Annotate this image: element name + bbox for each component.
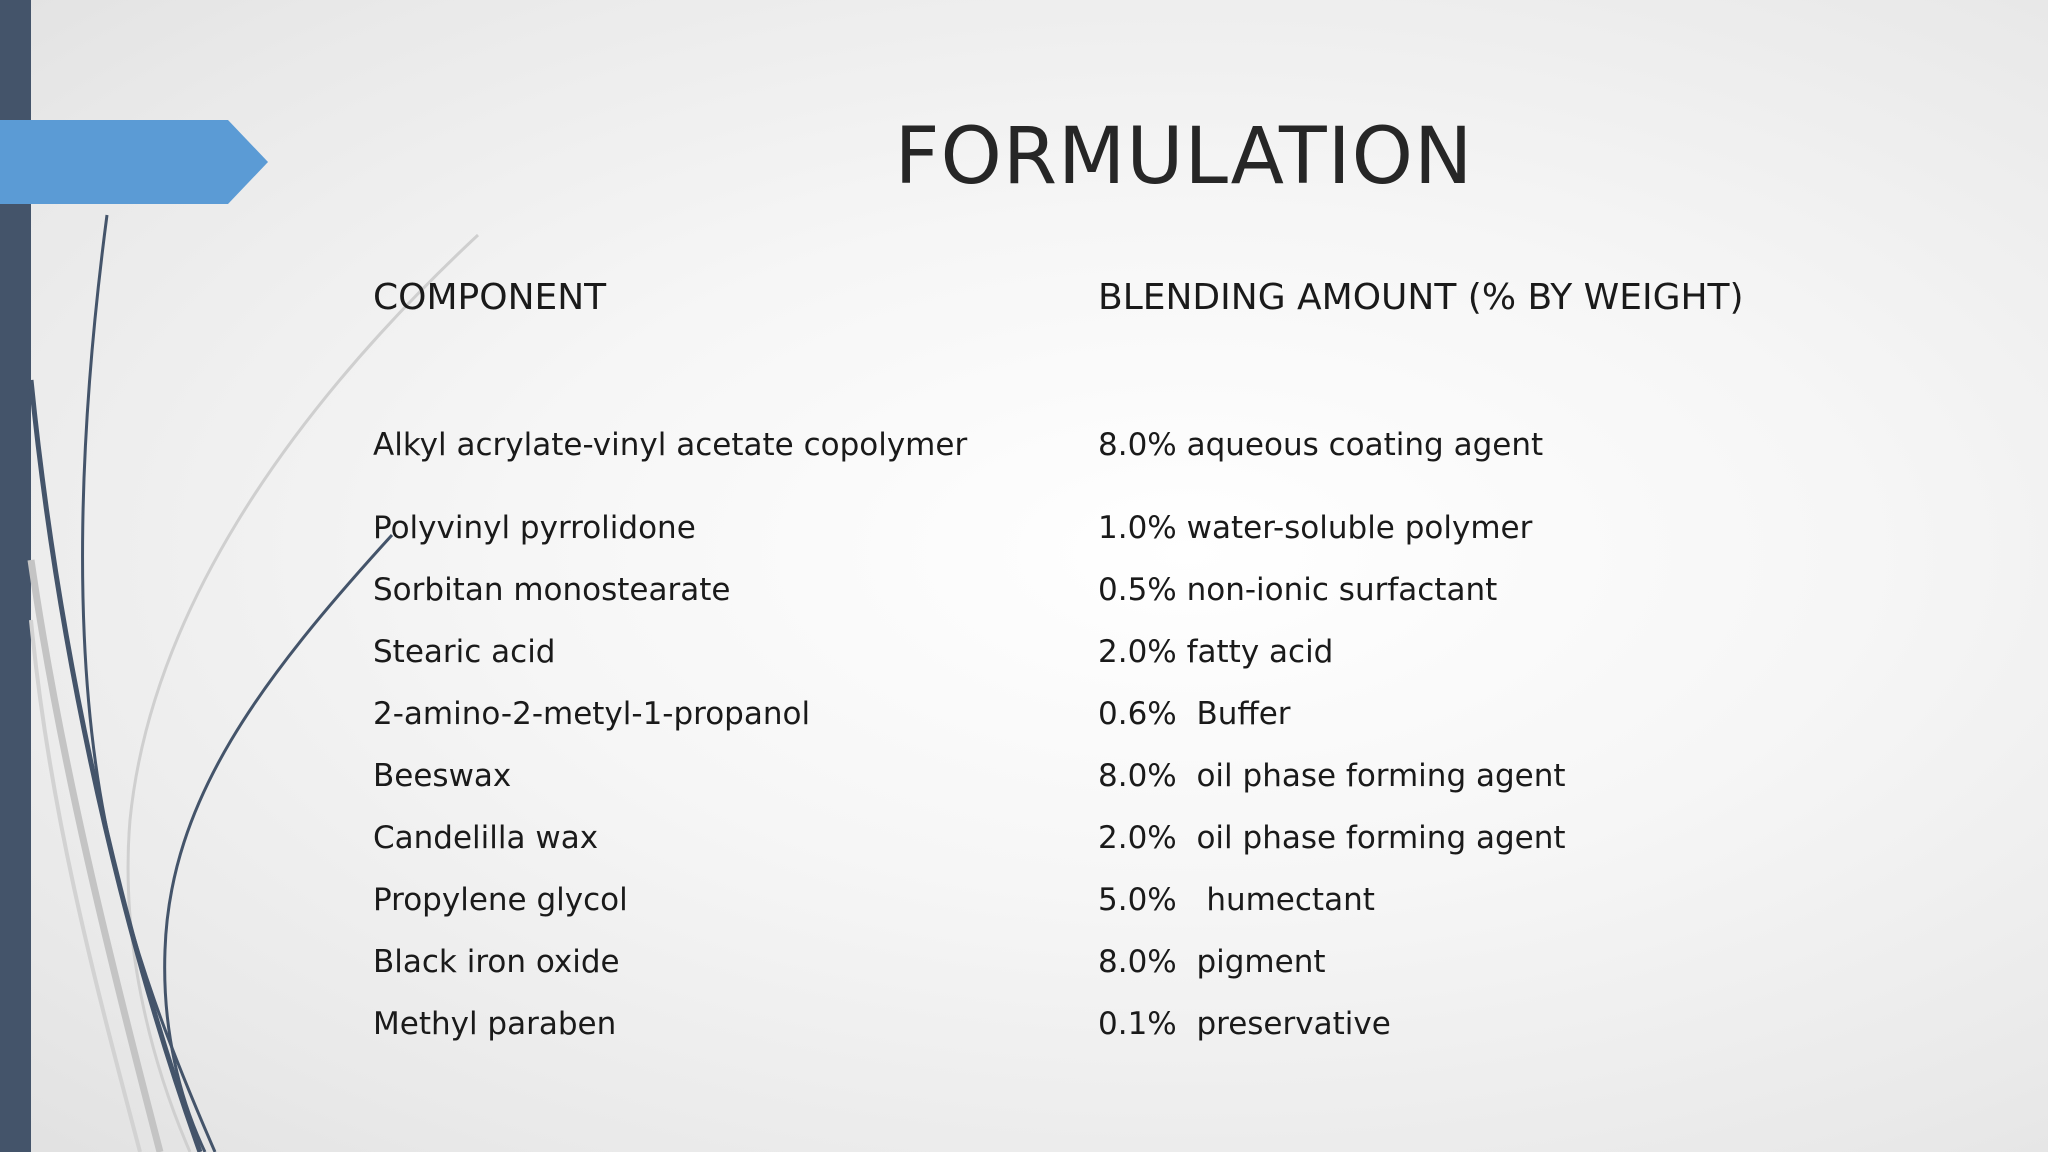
amount-cell: 0.6% Buffer	[1098, 696, 1291, 732]
amount-cell: 0.1% preservative	[1098, 1006, 1391, 1042]
component-cell: Sorbitan monostearate	[373, 572, 731, 608]
component-cell: 2-amino-2-metyl-1-propanol	[373, 696, 811, 732]
amount-cell: 8.0% pigment	[1098, 944, 1326, 980]
amount-cell: 5.0% humectant	[1098, 882, 1375, 918]
component-cell: Alkyl acrylate-vinyl acetate copolymer	[373, 427, 968, 463]
amount-cell: 2.0% oil phase forming agent	[1098, 820, 1566, 856]
component-cell: Polyvinyl pyrrolidone	[373, 510, 696, 546]
component-cell: Propylene glycol	[373, 882, 628, 918]
slide-title: FORMULATION	[894, 112, 1474, 202]
component-cell: Candelilla wax	[373, 820, 599, 856]
component-cell: Black iron oxide	[373, 944, 620, 980]
component-cell: Beeswax	[373, 758, 512, 794]
amount-cell: 2.0% fatty acid	[1098, 634, 1334, 670]
column-header-blending-amount: BLENDING AMOUNT (% BY WEIGHT)	[1098, 277, 1744, 318]
component-cell: Methyl paraben	[373, 1006, 617, 1042]
amount-cell: 8.0% oil phase forming agent	[1098, 758, 1566, 794]
arrow-banner	[0, 120, 268, 204]
amount-cell: 1.0% water-soluble polymer	[1098, 510, 1533, 546]
amount-cell: 0.5% non-ionic surfactant	[1098, 572, 1498, 608]
column-header-component: COMPONENT	[373, 277, 607, 318]
amount-cell: 8.0% aqueous coating agent	[1098, 427, 1544, 463]
component-cell: Stearic acid	[373, 634, 556, 670]
